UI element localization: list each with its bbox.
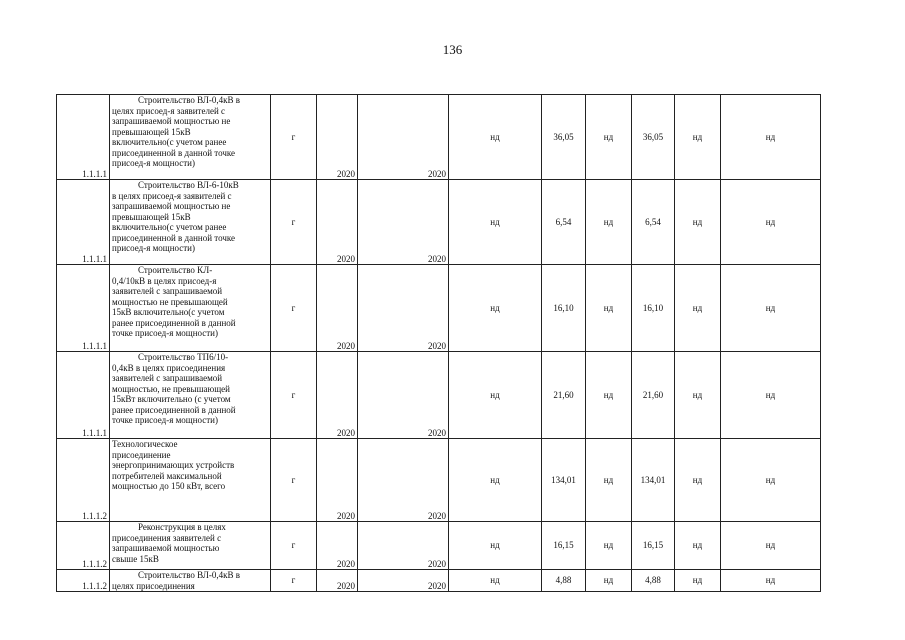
row-value: нд	[721, 522, 821, 570]
table-row	[57, 522, 821, 570]
row-value: 21,60	[632, 352, 675, 439]
row-description	[110, 570, 271, 592]
row-value: нд	[586, 439, 632, 522]
row-unit: г	[271, 265, 317, 352]
row-year-start: 2020	[317, 352, 358, 439]
table-row	[57, 352, 821, 439]
row-year-end: 2020	[358, 180, 449, 265]
row-value: 134,01	[632, 439, 675, 522]
row-description	[110, 95, 271, 180]
desc-line: в целях присоед-я заявителей с	[112, 190, 232, 201]
row-value: 134,01	[542, 439, 586, 522]
row-code: 1.1.1.1	[57, 265, 110, 352]
table-row	[57, 180, 821, 265]
desc-line: включительно(с учетом ранее	[112, 222, 227, 232]
row-value: нд	[675, 265, 721, 352]
desc-line: присоединенной в данной точке	[112, 147, 236, 158]
row-year-end: 2020	[358, 265, 449, 352]
row-value: 6,54	[632, 180, 675, 265]
row-year-end: 2020	[358, 570, 449, 592]
row-year-start: 2020	[317, 180, 358, 265]
row-code: 1.1.1.1	[57, 95, 110, 180]
row-value: нд	[449, 95, 542, 180]
row-description	[110, 180, 271, 265]
row-value: нд	[721, 352, 821, 439]
desc-line: Реконструкция в целях	[138, 522, 226, 532]
desc-line: ранее присоединенной в данной	[112, 317, 236, 328]
row-value: нд	[721, 439, 821, 522]
row-value: нд	[449, 522, 542, 570]
row-value: нд	[675, 352, 721, 439]
desc-line: заявителей с запрашиваемой	[112, 286, 223, 296]
row-year-end: 2020	[358, 522, 449, 570]
desc-line: мощностью до 150 кВт, всего	[112, 481, 226, 491]
desc-line: присоединенной в данной точке	[112, 232, 236, 243]
desc-line: запрашиваемой мощностью не	[112, 116, 231, 126]
desc-line: точке присоед-я мощности)	[112, 328, 218, 338]
desc-line: включительно(с учетом ранее	[112, 137, 227, 147]
row-value: нд	[449, 570, 542, 592]
row-year-end: 2020	[358, 95, 449, 180]
desc-line: превышающей 15кВ	[112, 126, 191, 137]
desc-line: Строительство ВЛ-0,4кВ в	[138, 570, 241, 580]
table-row	[57, 95, 821, 180]
row-value: нд	[721, 265, 821, 352]
row-unit: г	[271, 180, 317, 265]
row-value: нд	[449, 180, 542, 265]
row-description	[110, 352, 271, 439]
desc-line: Строительство ТП6/10-	[138, 352, 229, 362]
row-value: нд	[675, 522, 721, 570]
desc-line: энергопринимающих устройств	[112, 460, 235, 470]
table-row	[57, 265, 821, 352]
desc-line: 0,4/10кВ в целях присоед-я	[112, 275, 217, 286]
desc-line: мощностью, не превышающей	[112, 383, 230, 394]
row-year-start: 2020	[317, 570, 358, 592]
desc-line: мощностью не превышающей	[112, 296, 228, 307]
row-value: нд	[586, 265, 632, 352]
row-value: нд	[675, 439, 721, 522]
row-value: нд	[675, 95, 721, 180]
row-value: 36,05	[542, 95, 586, 180]
table-row	[57, 439, 821, 522]
desc-line: превышающей 15кВ	[112, 211, 191, 222]
desc-line: Строительство ВЛ-6-10кВ	[138, 180, 239, 190]
row-unit: г	[271, 352, 317, 439]
desc-line: присоед-я мощности)	[112, 158, 195, 168]
desc-line: свыше 15кВ	[112, 553, 159, 564]
page-number: 136	[442, 42, 463, 57]
desc-line: целях присоед-я заявителей с	[112, 105, 226, 116]
row-value: 6,54	[542, 180, 586, 265]
row-value: нд	[449, 352, 542, 439]
desc-line: 0,4кВ в целях присоединения	[112, 362, 226, 373]
row-value: 16,10	[632, 265, 675, 352]
row-value: 36,05	[632, 95, 675, 180]
desc-line: 15кВт включительно (с учетом	[112, 394, 231, 404]
row-value: 16,10	[542, 265, 586, 352]
row-description	[110, 522, 271, 570]
row-value: 16,15	[632, 522, 675, 570]
row-value: нд	[586, 352, 632, 439]
desc-line: запрашиваемой мощностью не	[112, 201, 231, 211]
row-year-start: 2020	[317, 522, 358, 570]
row-unit: г	[271, 570, 317, 592]
row-value: нд	[449, 265, 542, 352]
row-value: нд	[586, 522, 632, 570]
row-value: нд	[675, 180, 721, 265]
row-year-end: 2020	[358, 439, 449, 522]
row-description	[110, 439, 271, 522]
row-unit: г	[271, 95, 317, 180]
row-value: 21,60	[542, 352, 586, 439]
row-year-end: 2020	[358, 352, 449, 439]
row-value: 4,88	[542, 570, 586, 592]
row-value: нд	[675, 570, 721, 592]
row-year-start: 2020	[317, 439, 358, 522]
desc-line: Технологическое	[112, 439, 178, 449]
row-value: нд	[586, 180, 632, 265]
row-value: 16,15	[542, 522, 586, 570]
desc-line: запрашиваемой мощностью	[112, 543, 220, 553]
row-year-start: 2020	[317, 95, 358, 180]
desc-line: 15кВ включительно(с учетом	[112, 307, 225, 317]
row-unit: г	[271, 439, 317, 522]
investment-table	[56, 94, 821, 592]
row-code: 1.1.1.1	[57, 352, 110, 439]
desc-line: точке присоед-я мощности)	[112, 415, 218, 425]
desc-line: Строительство КЛ-	[138, 265, 213, 275]
row-code: 1.1.1.2	[57, 570, 110, 592]
desc-line: присоединения заявителей с	[112, 532, 222, 543]
desc-line: присоед-я мощности)	[112, 243, 195, 253]
row-code: 1.1.1.2	[57, 522, 110, 570]
desc-line: целях присоединения	[112, 580, 195, 591]
desc-line: потребителей максимальной	[112, 470, 222, 481]
table-row	[57, 570, 821, 592]
row-code: 1.1.1.2	[57, 439, 110, 522]
desc-line: ранее присоединенной в данной	[112, 404, 236, 415]
row-year-start: 2020	[317, 265, 358, 352]
desc-line: присоединение	[112, 449, 171, 460]
desc-line: заявителей с запрашиваемой	[112, 373, 223, 383]
row-value: нд	[449, 439, 542, 522]
row-description	[110, 265, 271, 352]
row-code: 1.1.1.1	[57, 180, 110, 265]
row-value: нд	[721, 180, 821, 265]
row-value: нд	[721, 570, 821, 592]
row-unit: г	[271, 522, 317, 570]
desc-line: Строительство ВЛ-0,4кВ в	[138, 95, 241, 105]
row-value: нд	[586, 570, 632, 592]
row-value: нд	[721, 95, 821, 180]
row-value: 4,88	[632, 570, 675, 592]
row-value: нд	[586, 95, 632, 180]
